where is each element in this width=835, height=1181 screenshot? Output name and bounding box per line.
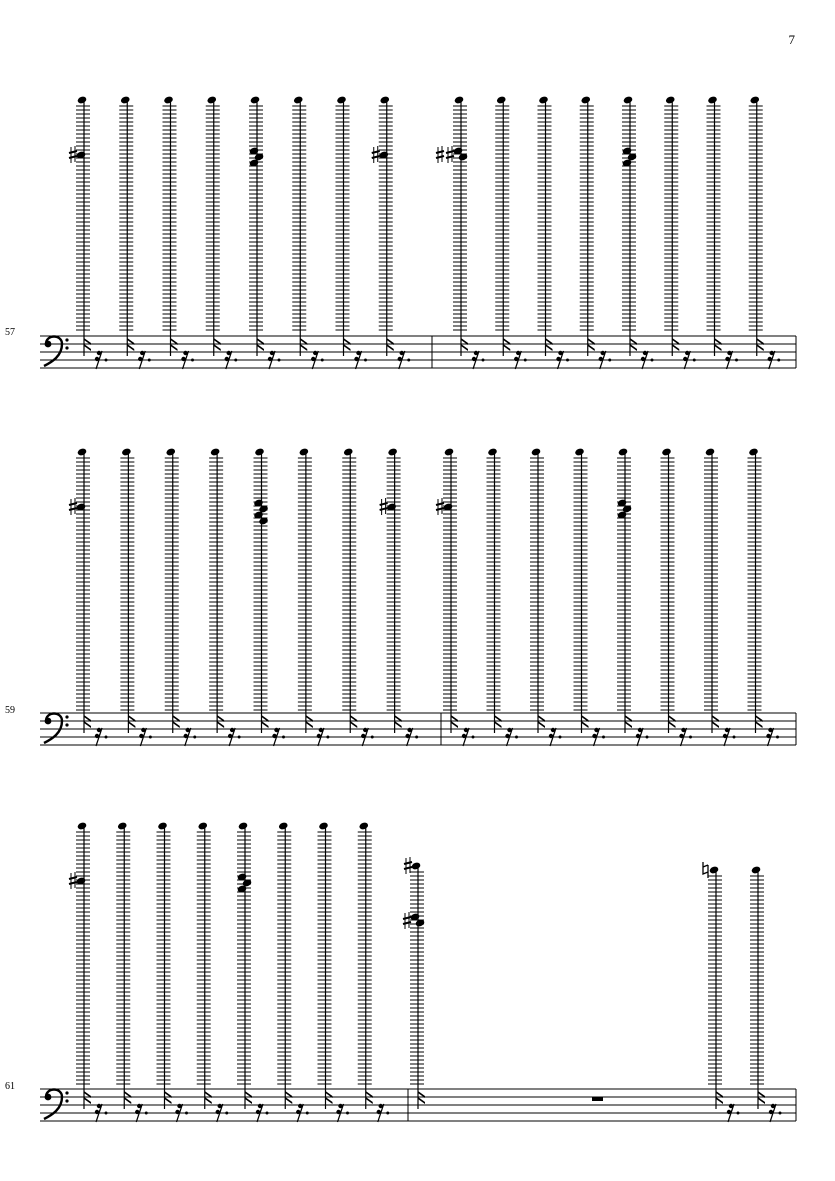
rest-dot <box>646 736 649 739</box>
notehead <box>343 447 353 456</box>
bass-clef-dot <box>65 1091 68 1094</box>
bass-clef-dot <box>65 723 68 726</box>
bass-clef <box>44 714 62 744</box>
note-flag <box>127 344 134 351</box>
note-flag <box>715 344 722 351</box>
note-flag <box>395 721 402 728</box>
note-flag <box>350 721 357 728</box>
notehead <box>278 821 288 830</box>
note-flag <box>300 344 307 351</box>
page-number: 7 <box>788 32 795 47</box>
rest-dot <box>472 736 475 739</box>
rest-dot <box>193 736 196 739</box>
note-flag <box>285 1097 292 1104</box>
bass-clef <box>44 337 62 367</box>
notehead <box>750 95 760 104</box>
sharp-stroke <box>446 151 454 153</box>
notehead <box>238 821 248 830</box>
note-flag <box>538 721 545 728</box>
rest-dot <box>777 359 780 362</box>
rest-dot <box>105 736 108 739</box>
rest-dot <box>185 1112 188 1115</box>
notehead <box>198 821 208 830</box>
notehead <box>359 821 369 830</box>
system-61 <box>40 821 796 1122</box>
note-flag <box>387 344 394 351</box>
notehead <box>574 447 584 456</box>
sharp-stroke <box>69 508 77 510</box>
notehead <box>618 447 628 456</box>
rest-dot <box>602 736 605 739</box>
note-flag <box>669 721 676 728</box>
measure-number-61: 61 <box>5 1081 15 1092</box>
note-flag <box>326 1097 333 1104</box>
rest-dot <box>278 359 281 362</box>
measure-number-57: 57 <box>5 327 15 338</box>
rest-dot <box>407 359 410 362</box>
rest-dot <box>737 1112 740 1115</box>
notehead <box>293 95 303 104</box>
notehead <box>210 447 220 456</box>
notehead <box>77 447 87 456</box>
bass-clef-dot <box>65 1099 68 1102</box>
notehead <box>121 447 131 456</box>
measure-number-59: 59 <box>5 705 15 716</box>
note-flag <box>582 721 589 728</box>
notehead <box>496 95 506 104</box>
bass-clef-dot <box>65 338 68 341</box>
sharp-stroke <box>404 862 412 864</box>
sharp-stroke <box>380 503 388 505</box>
note-flag <box>712 721 719 728</box>
rest-dot <box>482 359 485 362</box>
sharp-stroke <box>404 867 412 869</box>
notehead <box>254 447 264 456</box>
notehead <box>748 447 758 456</box>
rest-dot <box>282 736 285 739</box>
sharp-stroke <box>372 151 380 153</box>
note-flag <box>546 344 553 351</box>
notehead <box>665 95 675 104</box>
note-flag <box>262 721 269 728</box>
notehead <box>487 447 497 456</box>
rest-dot <box>234 359 237 362</box>
rest-dot <box>776 736 779 739</box>
notehead <box>661 447 671 456</box>
note-flag <box>306 721 313 728</box>
note-flag <box>257 344 264 351</box>
note-flag <box>758 1097 765 1104</box>
note-flag <box>245 1097 252 1104</box>
system-57 <box>40 95 796 369</box>
rest-dot <box>779 1112 782 1115</box>
note-flag <box>124 1097 131 1104</box>
sharp-stroke <box>69 877 77 879</box>
rest-dot <box>364 359 367 362</box>
notehead <box>157 821 167 830</box>
sharp-stroke <box>69 156 77 158</box>
system-59 <box>40 447 796 746</box>
whole-rest <box>592 1097 603 1101</box>
rest-dot <box>651 359 654 362</box>
rest-dot <box>238 736 241 739</box>
note-flag <box>716 1097 723 1104</box>
note-flag <box>366 1097 373 1104</box>
note-flag <box>757 344 764 351</box>
rest-dot <box>559 736 562 739</box>
notehead <box>120 95 130 104</box>
rest-dot <box>149 736 152 739</box>
notehead <box>709 865 719 874</box>
rest-dot <box>306 1112 309 1115</box>
sharp-stroke <box>372 156 380 158</box>
sharp-stroke <box>436 151 444 153</box>
notehead <box>318 821 328 830</box>
natural-sign <box>703 862 708 878</box>
note-flag <box>418 1097 425 1104</box>
note-flag <box>84 721 91 728</box>
bass-clef-dot <box>65 715 68 718</box>
notehead <box>250 95 260 104</box>
notehead <box>454 95 464 104</box>
notehead <box>581 95 591 104</box>
notehead <box>444 447 454 456</box>
notehead <box>411 861 421 870</box>
note-flag <box>217 721 224 728</box>
bass-clef <box>44 1090 62 1120</box>
rest-dot <box>415 736 418 739</box>
sharp-stroke <box>69 151 77 153</box>
rest-dot <box>515 736 518 739</box>
note-flag <box>344 344 351 351</box>
notehead <box>387 447 397 456</box>
sharp-stroke <box>69 503 77 505</box>
note-flag <box>84 1097 91 1104</box>
rest-dot <box>733 736 736 739</box>
notehead <box>166 447 176 456</box>
sharp-stroke <box>403 922 411 924</box>
note-flag <box>128 721 135 728</box>
rest-dot <box>105 1112 108 1115</box>
note-flag <box>672 344 679 351</box>
notehead <box>380 95 390 104</box>
note-flag <box>756 721 763 728</box>
notehead <box>77 95 87 104</box>
notehead <box>207 95 217 104</box>
note-flag <box>630 344 637 351</box>
notehead <box>538 95 548 104</box>
rest-dot <box>191 359 194 362</box>
note-flag <box>625 721 632 728</box>
rest-dot <box>371 736 374 739</box>
notehead <box>336 95 346 104</box>
rest-dot <box>326 736 329 739</box>
note-flag <box>451 721 458 728</box>
rest-dot <box>693 359 696 362</box>
bass-clef-dot <box>65 346 68 349</box>
sharp-stroke <box>380 508 388 510</box>
sharp-stroke <box>446 156 454 158</box>
rest-dot <box>735 359 738 362</box>
rest-dot <box>266 1112 269 1115</box>
note-flag <box>214 344 221 351</box>
notehead <box>117 821 127 830</box>
rest-dot <box>105 359 108 362</box>
sharp-stroke <box>436 156 444 158</box>
note-flag <box>171 344 178 351</box>
rest-dot <box>689 736 692 739</box>
notehead <box>163 95 173 104</box>
sharp-stroke <box>69 882 77 884</box>
notehead <box>751 865 761 874</box>
notehead <box>531 447 541 456</box>
notehead <box>623 95 633 104</box>
note-flag <box>588 344 595 351</box>
rest-dot <box>145 1112 148 1115</box>
note-flag <box>173 721 180 728</box>
rest-dot <box>386 1112 389 1115</box>
note-flag <box>495 721 502 728</box>
rest-dot <box>225 1112 228 1115</box>
note-flag <box>84 344 91 351</box>
sharp-stroke <box>403 917 411 919</box>
rest-dot <box>566 359 569 362</box>
notehead <box>707 95 717 104</box>
rest-dot <box>524 359 527 362</box>
rest-dot <box>321 359 324 362</box>
notehead <box>705 447 715 456</box>
note-flag <box>205 1097 212 1104</box>
notehead <box>77 821 87 830</box>
rest-dot <box>608 359 611 362</box>
sharp-stroke <box>436 508 444 510</box>
rest-dot <box>148 359 151 362</box>
note-flag <box>503 344 510 351</box>
rest-dot <box>346 1112 349 1115</box>
notehead <box>299 447 309 456</box>
note-flag <box>461 344 468 351</box>
note-flag <box>165 1097 172 1104</box>
sharp-stroke <box>436 503 444 505</box>
